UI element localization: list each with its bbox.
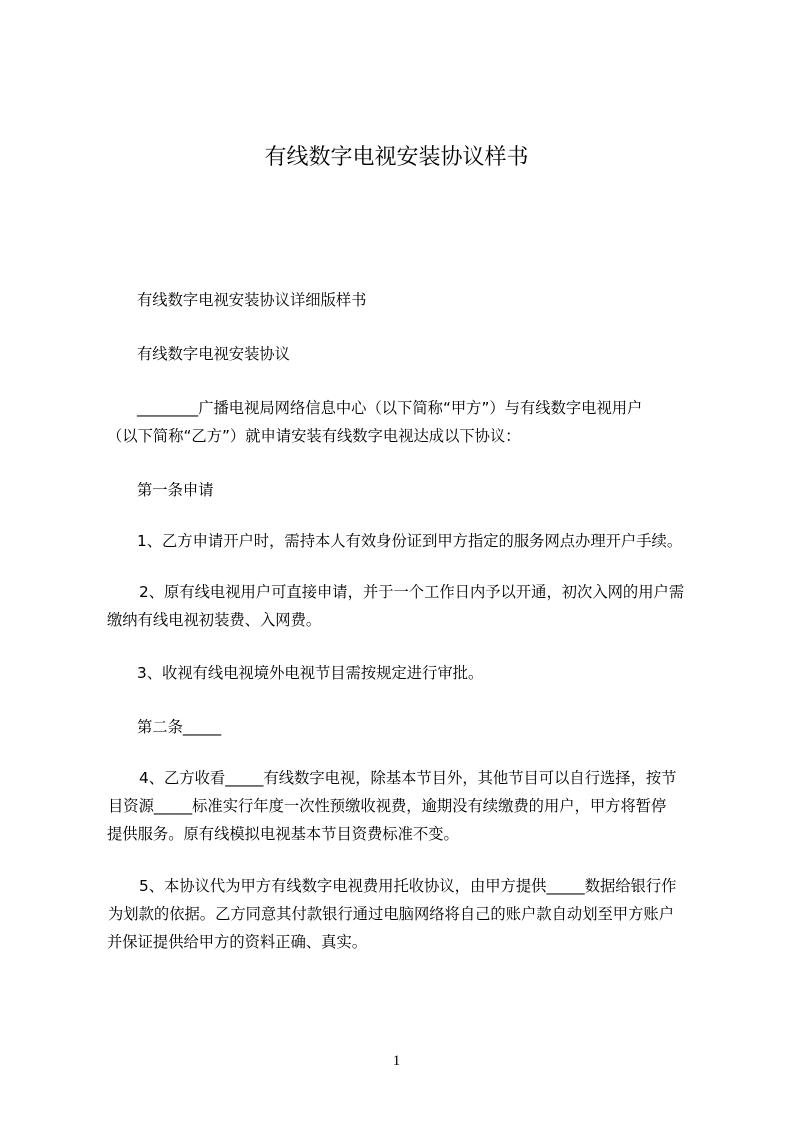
clause-5-line-2: 为划款的依据。乙方同意其付款银行通过电脑网络将自己的账户款自动划至甲方账户 <box>108 905 674 923</box>
clause-2-line-1: 2、原有线电视用户可直接申请，并于一个工作日内予以开通，初次入网的用户需 <box>139 583 685 601</box>
clause-2-line-2: 缴纳有线电视初装费、入网费。 <box>107 611 322 629</box>
clause-1: 1、乙方申请开户时，需持本人有效身份证到甲方指定的服务网点办理开户手续。 <box>137 532 683 550</box>
intro-line-2: （以下简称“乙方”）就申请安装有线数字电视达成以下协议： <box>107 427 521 445</box>
clause-4-line-2: 目资源_____标准实行年度一次性预缴收视费，逾期没有续缴费的用户，甲方将暂停 <box>108 797 667 815</box>
document-title: 有线数字电视安装协议样书 <box>264 145 529 170</box>
article-1-heading: 第一条申请 <box>137 481 214 499</box>
clause-4-line-1: 4、乙方收看_____有线数字电视，除基本节目外，其他节目可以自行选择，按节 <box>139 769 677 787</box>
paragraph-subtitle: 有线数字电视安装协议详细版样书 <box>137 291 367 309</box>
intro-line-1: ________广播电视局网络信息中心（以下简称“甲方”）与有线数字电视用户 <box>137 399 643 417</box>
page-number: 1 <box>392 1053 401 1069</box>
clause-4-line-3: 提供服务。原有线模拟电视基本节目资费标准不变。 <box>107 825 459 843</box>
clause-5-line-1: 5、本协议代为甲方有线数字电视费用托收协议，由甲方提供_____数据给银行作 <box>139 877 677 895</box>
paragraph-heading: 有线数字电视安装协议 <box>137 345 290 363</box>
article-2-heading: 第二条_____ <box>137 718 222 736</box>
clause-3: 3、收视有线电视境外电视节目需按规定进行审批。 <box>137 664 484 682</box>
clause-5-line-3: 并保证提供给甲方的资料正确、真实。 <box>107 933 368 951</box>
